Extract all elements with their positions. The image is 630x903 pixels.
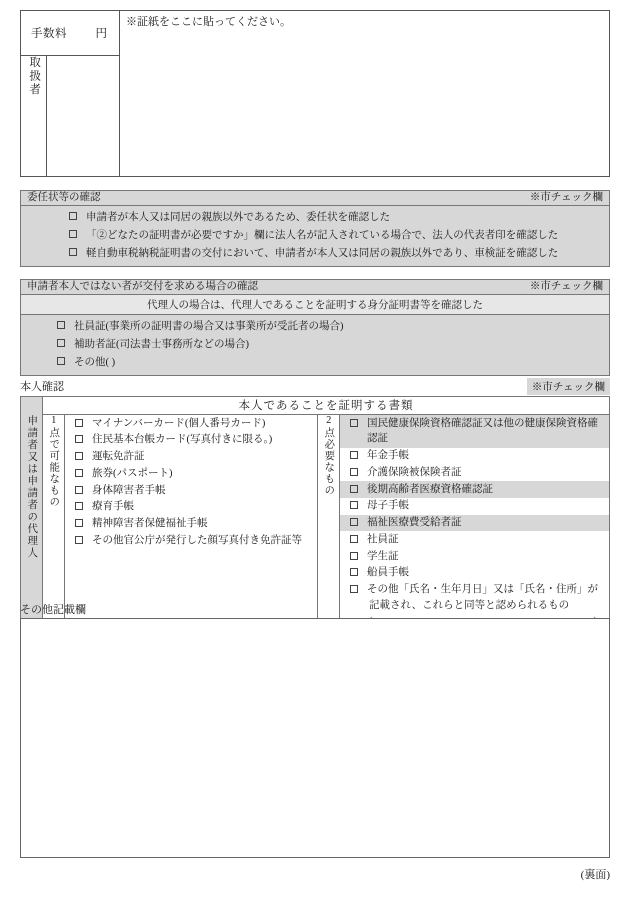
- checkbox-icon[interactable]: [350, 535, 358, 543]
- checkbox-label: その他( ): [74, 356, 116, 368]
- checkbox-row[interactable]: [57, 353, 609, 371]
- section-non-applicant-title: 申請者本人ではない者が交付を求める場合の確認: [27, 281, 258, 292]
- handler-label: 取扱者: [28, 56, 41, 97]
- checkbox-label: 「②どなたの証明書が必要ですか」欄に法人名が記入されている場合で、法人の代表者印を確認した: [86, 229, 559, 241]
- identity-item[interactable]: [65, 482, 317, 499]
- identity-item[interactable]: [340, 498, 609, 515]
- checkbox-icon[interactable]: [75, 519, 83, 527]
- checkbox-icon[interactable]: [75, 419, 83, 427]
- checkbox-label: 社員証(事業所の証明書の場合又は事業所が受託者の場合): [74, 320, 344, 332]
- identity-item-label: 身体障害者手帳: [92, 484, 166, 496]
- identity-item[interactable]: [340, 565, 609, 582]
- section-non-applicant-body: [20, 315, 610, 376]
- checkbox-label: 申請者が本人又は同居の親族以外であるため、委任状を確認した: [86, 211, 391, 223]
- identity-item[interactable]: [340, 515, 609, 532]
- checkbox-icon[interactable]: [350, 552, 358, 560]
- identity-item-label: 船員手帳: [367, 567, 409, 579]
- checkbox-icon[interactable]: [57, 339, 65, 347]
- checkbox-row[interactable]: [57, 317, 609, 335]
- identity-item-label: 精神障害者保健福祉手帳: [92, 518, 208, 529]
- checkbox-row[interactable]: [69, 208, 609, 226]
- checkbox-label: 軽自動車税納税証明書の交付において、申請者が本人又は同居の親族以外であり、車検証を確認した: [86, 247, 559, 259]
- checkbox-icon[interactable]: [75, 435, 83, 443]
- identity-item[interactable]: [65, 449, 317, 466]
- identity-item-label: 福祉医療費受給者証: [367, 517, 462, 528]
- section-non-applicant-header: [20, 279, 610, 295]
- identity-item[interactable]: [340, 448, 609, 465]
- checkbox-icon[interactable]: [350, 568, 358, 576]
- identity-item-label: その他「氏名・生年月日」又は「氏名・住所」が: [367, 584, 598, 595]
- identity-item[interactable]: [340, 415, 609, 448]
- checkbox-icon[interactable]: [57, 357, 65, 365]
- section-non-applicant-strip: 代理人の場合は、代理人であることを証明する身分証明書等を確認した: [20, 295, 610, 315]
- checkbox-icon[interactable]: [350, 451, 358, 459]
- identity-right-rule-column: [318, 415, 340, 631]
- identity-left-rule-column: [43, 415, 65, 631]
- identity-person-header-spacer: [21, 397, 43, 415]
- checkbox-icon[interactable]: [75, 536, 83, 544]
- checkbox-icon[interactable]: [75, 486, 83, 494]
- identity-right-rule-label: 2点必要なもの: [323, 415, 335, 496]
- checkbox-icon[interactable]: [350, 468, 358, 476]
- section-non-applicant: [20, 279, 610, 376]
- identity-item-label: 療育手帳: [92, 501, 134, 513]
- section-proxy-letter-title: 委任状等の確認: [27, 192, 101, 203]
- identity-item-label: 国民健康保険資格確認証又は他の健康保険資格確認証: [367, 417, 598, 445]
- identity-item[interactable]: [65, 499, 317, 516]
- identity-right-list: [340, 415, 610, 631]
- checkbox-row[interactable]: [69, 226, 609, 244]
- checkbox-icon[interactable]: [350, 585, 358, 593]
- identity-item-label: 年金手帳: [367, 450, 409, 461]
- identity-item[interactable]: [65, 465, 317, 482]
- identity-item[interactable]: [340, 481, 609, 498]
- identity-item[interactable]: [340, 582, 609, 599]
- checkbox-icon[interactable]: [75, 502, 83, 510]
- identity-item-label: 母子手帳: [367, 500, 409, 512]
- checkbox-row[interactable]: [57, 335, 609, 353]
- section-proxy-letter-header: [20, 190, 610, 206]
- checkbox-icon[interactable]: [69, 248, 77, 256]
- identity-table-header: 本人であることを証明する書類: [43, 397, 610, 415]
- identity-item-continuation: 記載され、これらと同等と認められるもの: [369, 600, 570, 612]
- identity-item[interactable]: [340, 464, 609, 481]
- fee-unit-label: 円: [95, 28, 107, 40]
- checkbox-icon[interactable]: [69, 212, 77, 220]
- identity-item[interactable]: [65, 516, 317, 533]
- identity-item-label: 学生証: [367, 550, 399, 562]
- identity-item-label: 住民基本台帳カード(写真付きに限る。): [92, 434, 273, 446]
- identity-item-label: 介護保険被保険者証: [367, 466, 462, 478]
- section-proxy-letter-check-label: ※市チェック欄: [529, 192, 603, 203]
- section-non-applicant-check-label: ※市チェック欄: [529, 281, 603, 292]
- page-side-note: (裏面): [580, 869, 610, 881]
- identity-item[interactable]: [65, 432, 317, 449]
- fee-and-stamp-table: [20, 10, 610, 177]
- identity-item-label: 運転免許証: [92, 451, 145, 462]
- fee-cell[interactable]: [21, 11, 120, 56]
- handler-label-cell: [21, 56, 47, 177]
- identity-person-label: 申請者又は申請者の代理人: [26, 414, 38, 559]
- identity-item-label: マイナンバーカード(個人番号カード): [92, 417, 266, 429]
- checkbox-icon[interactable]: [350, 518, 358, 526]
- handler-input-cell[interactable]: [47, 56, 120, 177]
- identity-item[interactable]: [340, 531, 609, 548]
- other-remarks-label: その他記載欄: [20, 604, 86, 616]
- identity-item-label: 社員証: [367, 533, 399, 545]
- checkbox-icon[interactable]: [69, 230, 77, 238]
- identity-item-label: 後期高齢者医療資格確認証: [367, 483, 493, 495]
- stamp-area[interactable]: [120, 11, 610, 177]
- identity-verification-table: [20, 396, 610, 631]
- identity-item-label: 旅券(パスポート): [92, 467, 173, 479]
- other-remarks-box[interactable]: [20, 618, 610, 858]
- checkbox-row[interactable]: [69, 244, 609, 262]
- identity-section-check-label: ※市チェック欄: [527, 378, 610, 395]
- identity-item[interactable]: [65, 415, 317, 432]
- checkbox-icon[interactable]: [75, 469, 83, 477]
- section-proxy-letter: [20, 190, 610, 267]
- identity-person-column: [21, 415, 43, 631]
- identity-left-rule-label: 1点で可能なもの: [48, 415, 60, 508]
- checkbox-icon[interactable]: [57, 321, 65, 329]
- checkbox-icon[interactable]: [350, 419, 358, 427]
- checkbox-icon[interactable]: [75, 452, 83, 460]
- stamp-note: ※証紙をここに貼ってください。: [126, 16, 291, 28]
- identity-item[interactable]: [340, 548, 609, 565]
- section-proxy-letter-body: [20, 206, 610, 267]
- identity-item-label: その他官公庁が発行した顔写真付き免許証等: [92, 534, 302, 546]
- identity-item[interactable]: [65, 532, 317, 549]
- checkbox-label: 補助者証(司法書士事務所などの場合): [74, 338, 249, 350]
- checkbox-icon[interactable]: [350, 501, 358, 509]
- checkbox-icon[interactable]: [350, 485, 358, 493]
- fee-label: 手数料: [31, 28, 67, 40]
- identity-section-title: 本人確認: [20, 381, 64, 393]
- identity-left-list: [65, 415, 318, 631]
